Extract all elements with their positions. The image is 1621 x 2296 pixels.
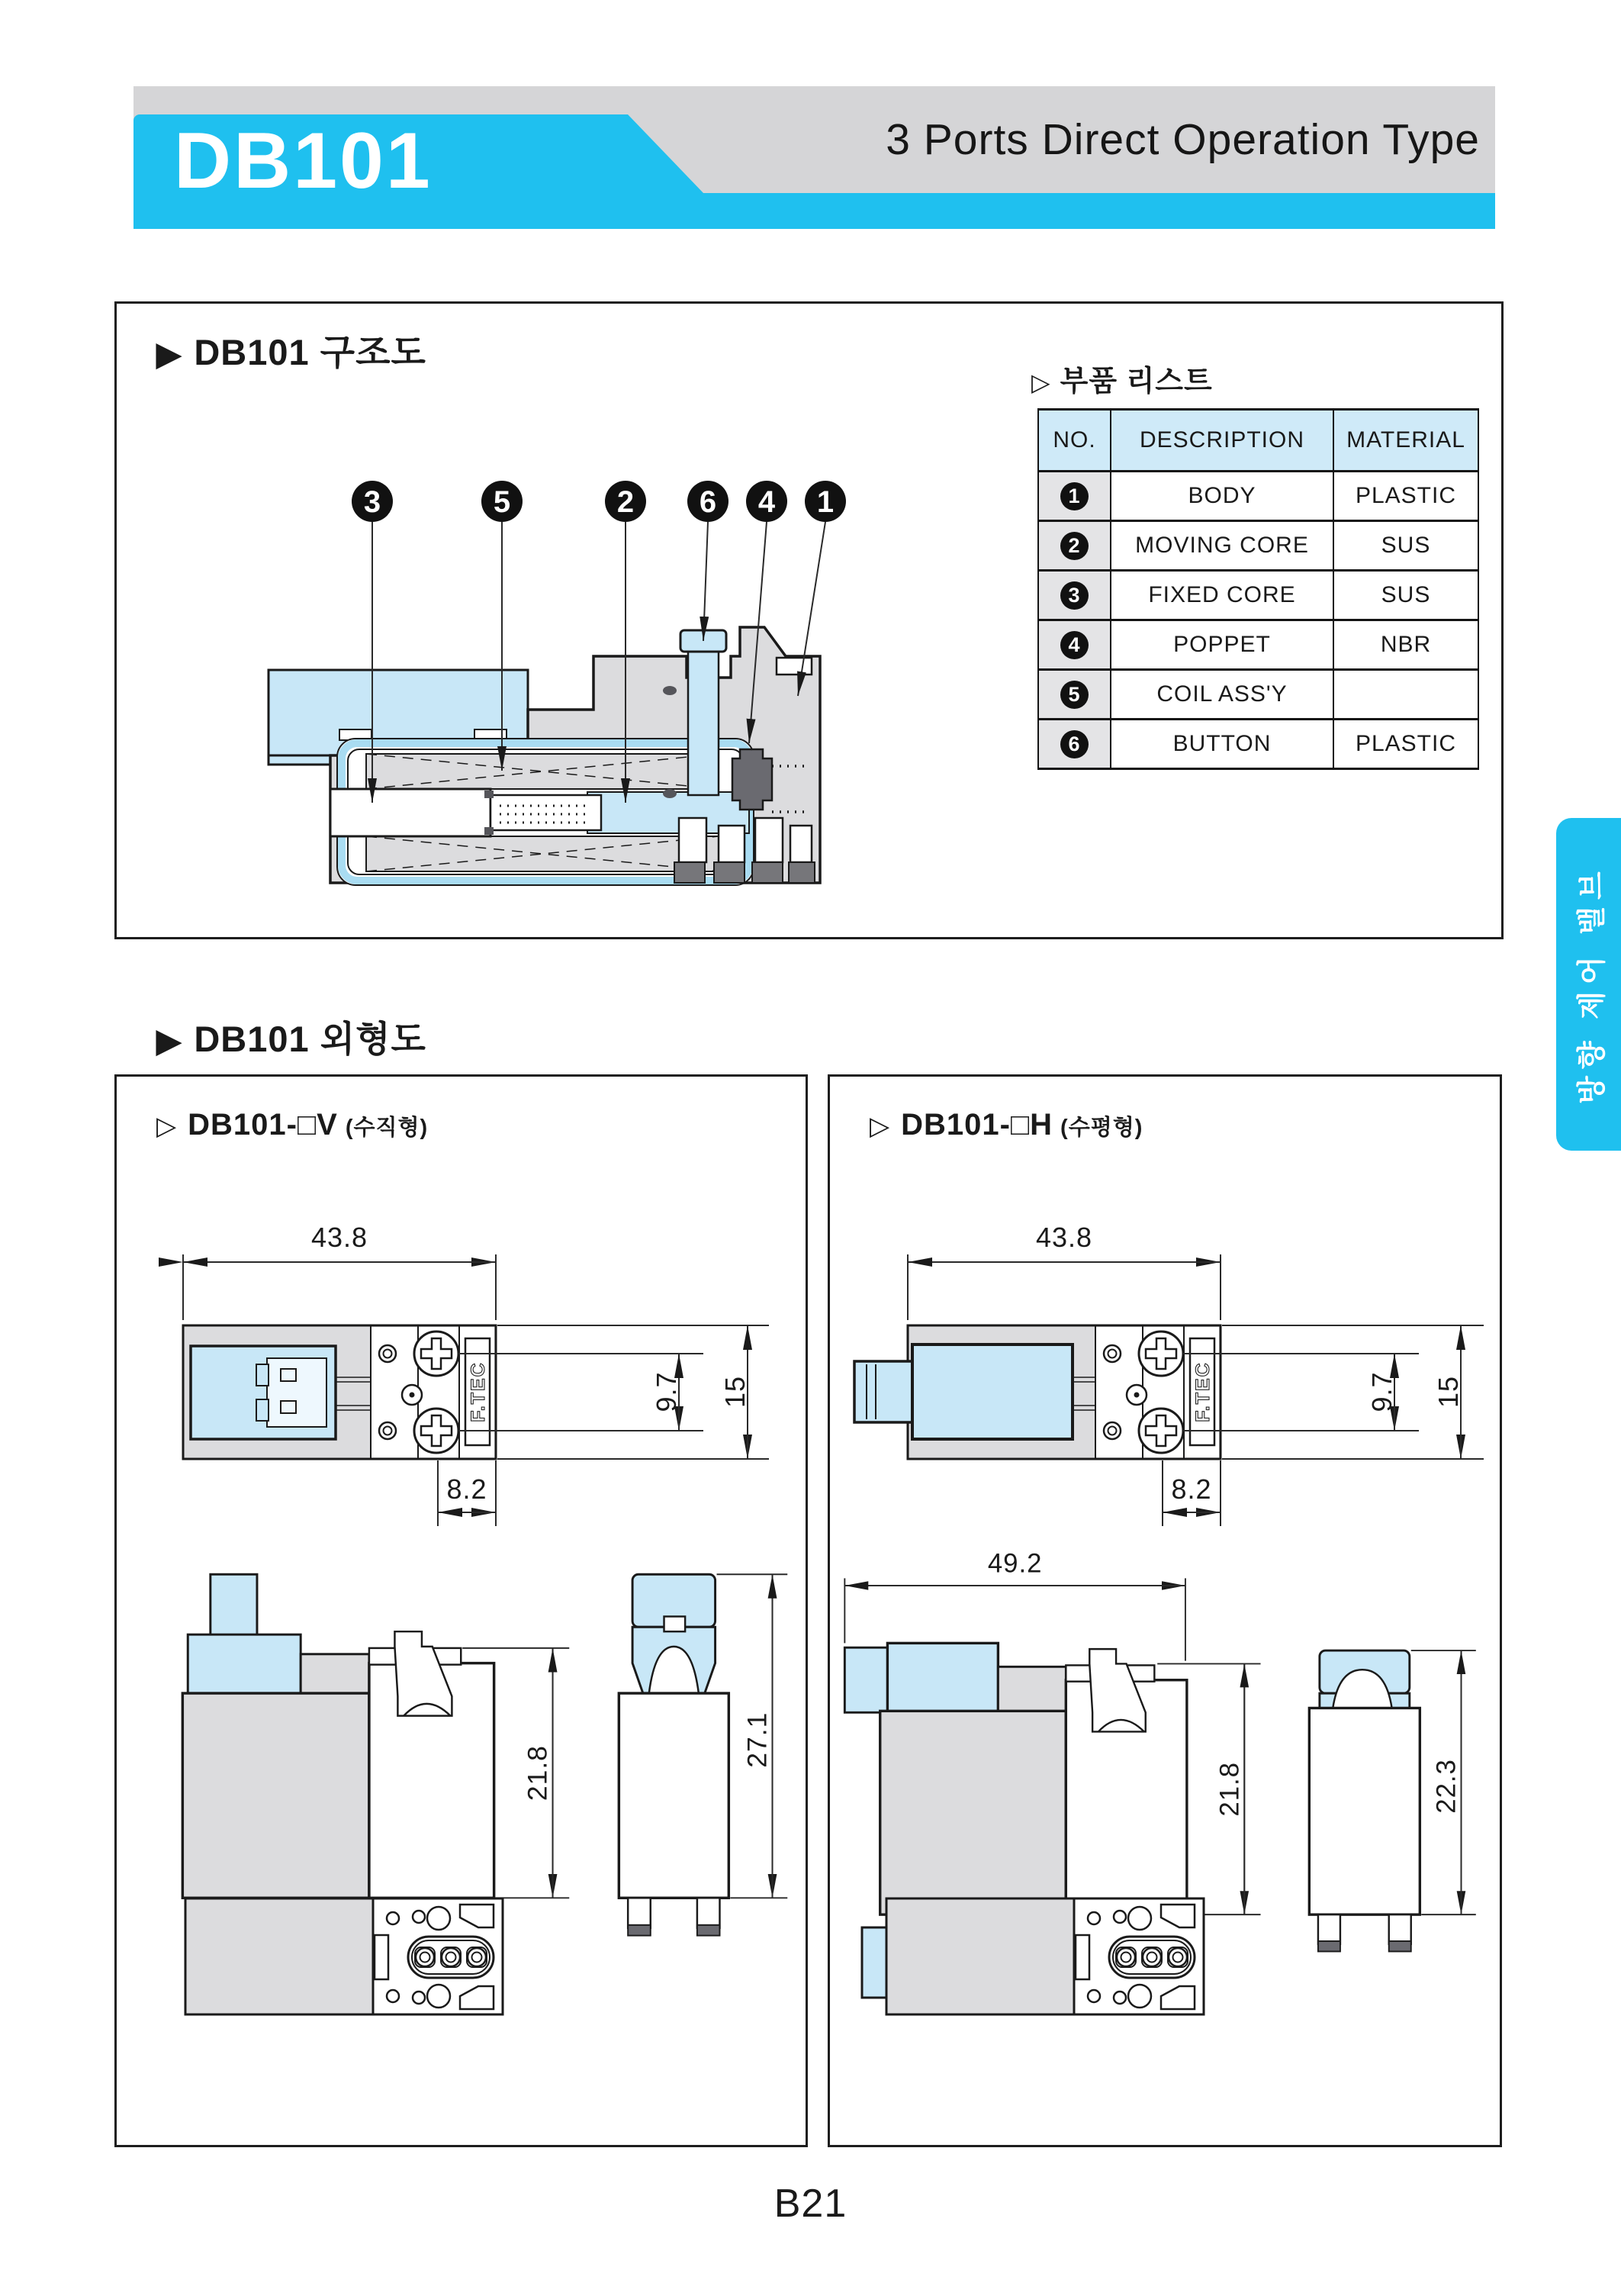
part-description: MOVING CORE [1111, 521, 1333, 571]
dim-screw-pitch: 9.7 [1366, 1371, 1397, 1412]
part-number-badge: 3 [1060, 581, 1089, 610]
product-code: DB101 [174, 117, 433, 205]
table-row [1038, 571, 1478, 620]
h-top-view-drawing [839, 1215, 1495, 1535]
part-description: FIXED CORE [1111, 571, 1333, 620]
callout-3: 3 [363, 485, 381, 519]
fixed-core [330, 789, 490, 836]
model-marker-icon: ▷ [156, 1112, 178, 1141]
part-description: POPPET [1111, 620, 1333, 670]
brand-logo: F.TEC [1192, 1361, 1214, 1422]
h-bottom-view-drawing [856, 1894, 1222, 2024]
model-name: DB101-□H [901, 1108, 1053, 1142]
side-tab-label: 방향 제어 밸브 [1576, 865, 1608, 1104]
horizontal-model-title [870, 1108, 1143, 1142]
part-description: BUTTON [1111, 720, 1333, 769]
col-no: NO. [1038, 410, 1111, 472]
structure-diagram [252, 467, 908, 910]
product-subtitle: 3 Ports Direct Operation Type [886, 115, 1480, 164]
part-material: SUS [1333, 521, 1478, 571]
table-row [1038, 720, 1478, 769]
outline-section-title [156, 1011, 426, 1062]
part-material: SUS [1333, 571, 1478, 620]
parts-list-title [1031, 357, 1213, 399]
structure-title-text: DB101 구조도 [194, 332, 426, 372]
part-description: COIL ASS'Y [1111, 670, 1333, 720]
section-marker-icon: ▶ [156, 336, 182, 372]
section-marker-icon: ▶ [156, 1022, 182, 1058]
side-index-tab [1556, 818, 1621, 1151]
vertical-model-title [156, 1108, 428, 1142]
dim-width: 43.8 [1035, 1222, 1093, 1253]
dim-screw-pitch: 9.7 [651, 1371, 682, 1412]
port-holes [415, 1947, 487, 1967]
part-number-badge: 2 [1060, 532, 1089, 560]
part-material [1333, 670, 1478, 720]
model-orientation: (수직형) [345, 1116, 429, 1140]
callout-2: 2 [616, 485, 635, 519]
model-name: DB101-□V [188, 1108, 338, 1142]
col-description: DESCRIPTION [1111, 410, 1333, 472]
col-material: MATERIAL [1333, 410, 1478, 472]
v-bottom-view-drawing [179, 1894, 523, 2024]
model-orientation: (수평형) [1060, 1116, 1143, 1140]
callout-bubbles [352, 481, 846, 522]
callout-6: 6 [699, 485, 717, 519]
table-row [1038, 620, 1478, 670]
page-number: B21 [774, 2182, 847, 2226]
dim-height: 15 [1433, 1375, 1464, 1409]
outline-title-text: DB101 외형도 [194, 1019, 426, 1059]
callout-5: 5 [493, 485, 511, 519]
part-number-badge: 4 [1060, 631, 1089, 659]
dim-width: 43.8 [310, 1222, 368, 1253]
v-top-view-drawing [145, 1215, 801, 1535]
callout-1: 1 [816, 485, 835, 519]
dim-port-width: 8.2 [1171, 1473, 1212, 1505]
dim-port-width: 8.2 [446, 1473, 487, 1505]
table-row [1038, 521, 1478, 571]
part-material: PLASTIC [1333, 720, 1478, 769]
part-number-badge: 5 [1060, 681, 1089, 709]
dim-total-height: 22.3 [1431, 1759, 1462, 1814]
dim-body-height: 21.8 [1214, 1762, 1245, 1817]
moving-core [490, 795, 601, 830]
dim-total-height: 27.1 [741, 1712, 773, 1768]
parts-list-title-text: 부품 리스트 [1060, 365, 1213, 398]
callout-4: 4 [757, 485, 776, 519]
brand-logo: F.TEC [468, 1361, 489, 1422]
table-row [1038, 670, 1478, 720]
dim-height: 15 [719, 1375, 751, 1409]
dim-total-width: 49.2 [987, 1549, 1043, 1579]
button-stem [688, 650, 719, 795]
dim-body-height: 21.8 [522, 1745, 553, 1802]
part-material: PLASTIC [1333, 472, 1478, 521]
model-marker-icon: ▷ [870, 1112, 891, 1141]
structure-section-title [156, 324, 426, 375]
port-holes [1116, 1947, 1188, 1967]
parts-table [1037, 408, 1479, 770]
table-row [1038, 472, 1478, 521]
v-front-side-drawing [146, 1549, 801, 1953]
list-marker-icon: ▷ [1031, 369, 1051, 396]
part-number-badge: 6 [1060, 730, 1089, 758]
parts-header-row [1038, 410, 1478, 472]
poppet [732, 749, 772, 810]
ports [674, 818, 815, 883]
part-description: BODY [1111, 472, 1333, 521]
part-material: NBR [1333, 620, 1478, 670]
part-number-badge: 1 [1060, 482, 1089, 510]
